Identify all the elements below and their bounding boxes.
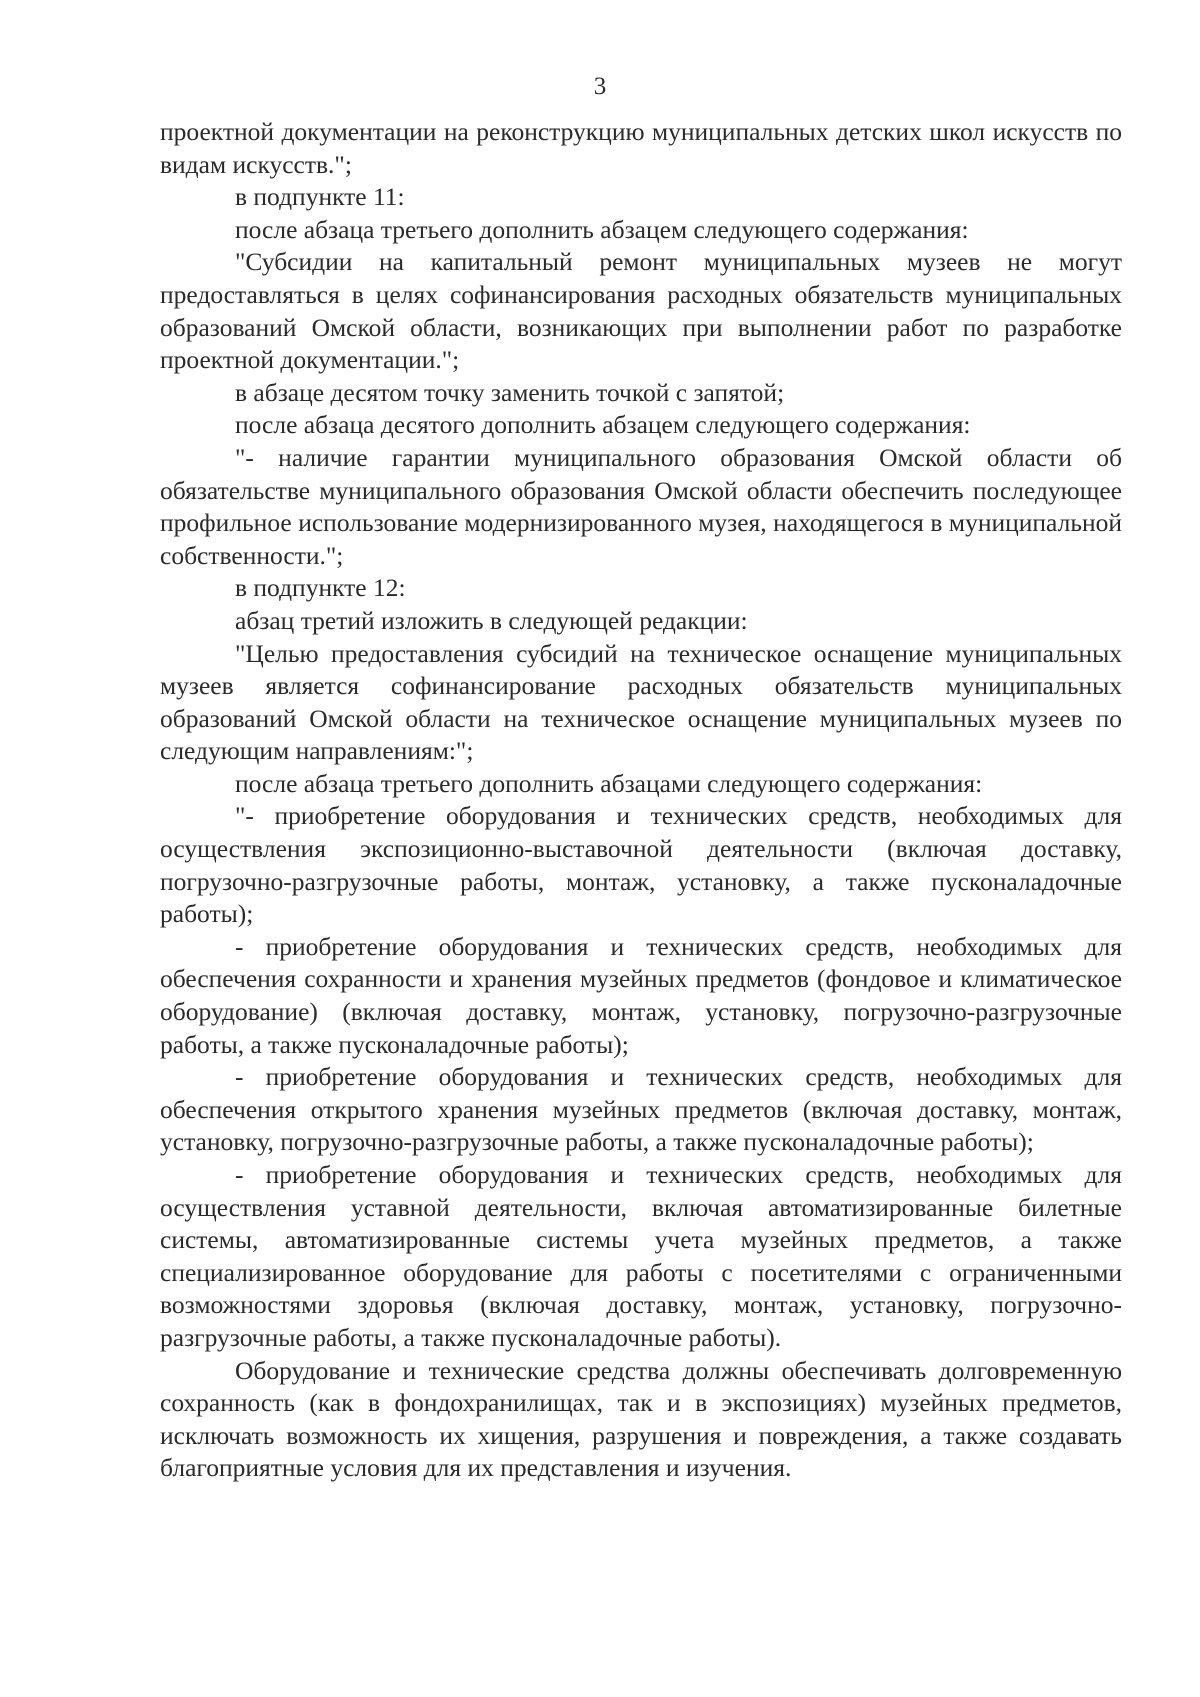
paragraph: абзац третий изложить в следующей редакции: xyxy=(235,605,748,635)
paragraph: после абзаца третьего дополнить абзацами следующего содержания: xyxy=(235,768,983,798)
paragraph-continuation: проектной документации на реконструкцию муниципальных детских школ искусств по видам искусств."; xyxy=(160,117,1122,179)
paragraph: после абзаца третьего дополнить абзацем следующего содержания: xyxy=(235,214,969,244)
list-item: - приобретение оборудования и технических средств, необходимых для осуществления уставной деятельности, включая автоматизированные билетные системы, автоматизированные системы учета музейных предметов, а также специализированное оборудование для работы с посетителями с ограниченными возможностями здоровья (включая доставку, монтаж, установку, погрузочно-разгрузочные работы, а также пусконаладочные работы). xyxy=(160,1160,1122,1352)
paragraph: после абзаца десятого дополнить абзацем следующего содержания: xyxy=(235,410,971,440)
paragraph-quote: "- наличие гарантии муниципального образования Омской области об обязательстве муниципального образования Омской области обеспечить последующее профильное использование модернизированного музея, находящегося в муниципальной собственности."; xyxy=(160,442,1122,570)
paragraph: в подпункте 11: xyxy=(235,182,405,212)
list-item: "- приобретение оборудования и технических средств, необходимых для осуществления экспозиционно-выставочной деятельности (включая доставку, погрузочно-разгрузочные работы, монтаж, установку, а также пусконаладочные работы); xyxy=(160,801,1122,929)
paragraph-quote: "Субсидии на капитальный ремонт муниципальных музеев не могут предоставляться в целях софинансирования расходных обязательств муниципальных образований Омской области, возникающих при выполнении работ по разработке проектной документации."; xyxy=(160,247,1122,375)
list-item: - приобретение оборудования и технических средств, необходимых для обеспечения сохранности и хранения музейных предметов (фондовое и климатическое оборудование) (включая доставку, монтаж, установку, погрузочно-разгрузочные работы, а также пусконаладочные работы); xyxy=(160,931,1122,1059)
paragraph: Оборудование и технические средства должны обеспечивать долговременную сохранность (как в фондохранилищах, так и в экспозициях) музейных предметов, исключать возможность их хищения, разрушения и повреждения, а также создавать благоприятные условия для их представления и изучения. xyxy=(160,1355,1122,1483)
page-number: 3 xyxy=(593,73,607,100)
paragraph: в абзаце десятом точку заменить точкой с запятой; xyxy=(235,377,785,407)
paragraph: в подпункте 12: xyxy=(235,573,406,603)
paragraph-quote: "Целью предоставления субсидий на техническое оснащение муниципальных музеев является софинансирование расходных обязательств муниципальных образований Омской области на техническое оснащение муниципальных музеев по следующим направлениям:"; xyxy=(160,638,1122,766)
document-body xyxy=(160,116,1122,1485)
list-item: - приобретение оборудования и технических средств, необходимых для обеспечения открытого хранения музейных предметов (включая доставку, монтаж, установку, погрузочно-разгрузочные работы, а также пусконаладочные работы); xyxy=(160,1062,1122,1157)
